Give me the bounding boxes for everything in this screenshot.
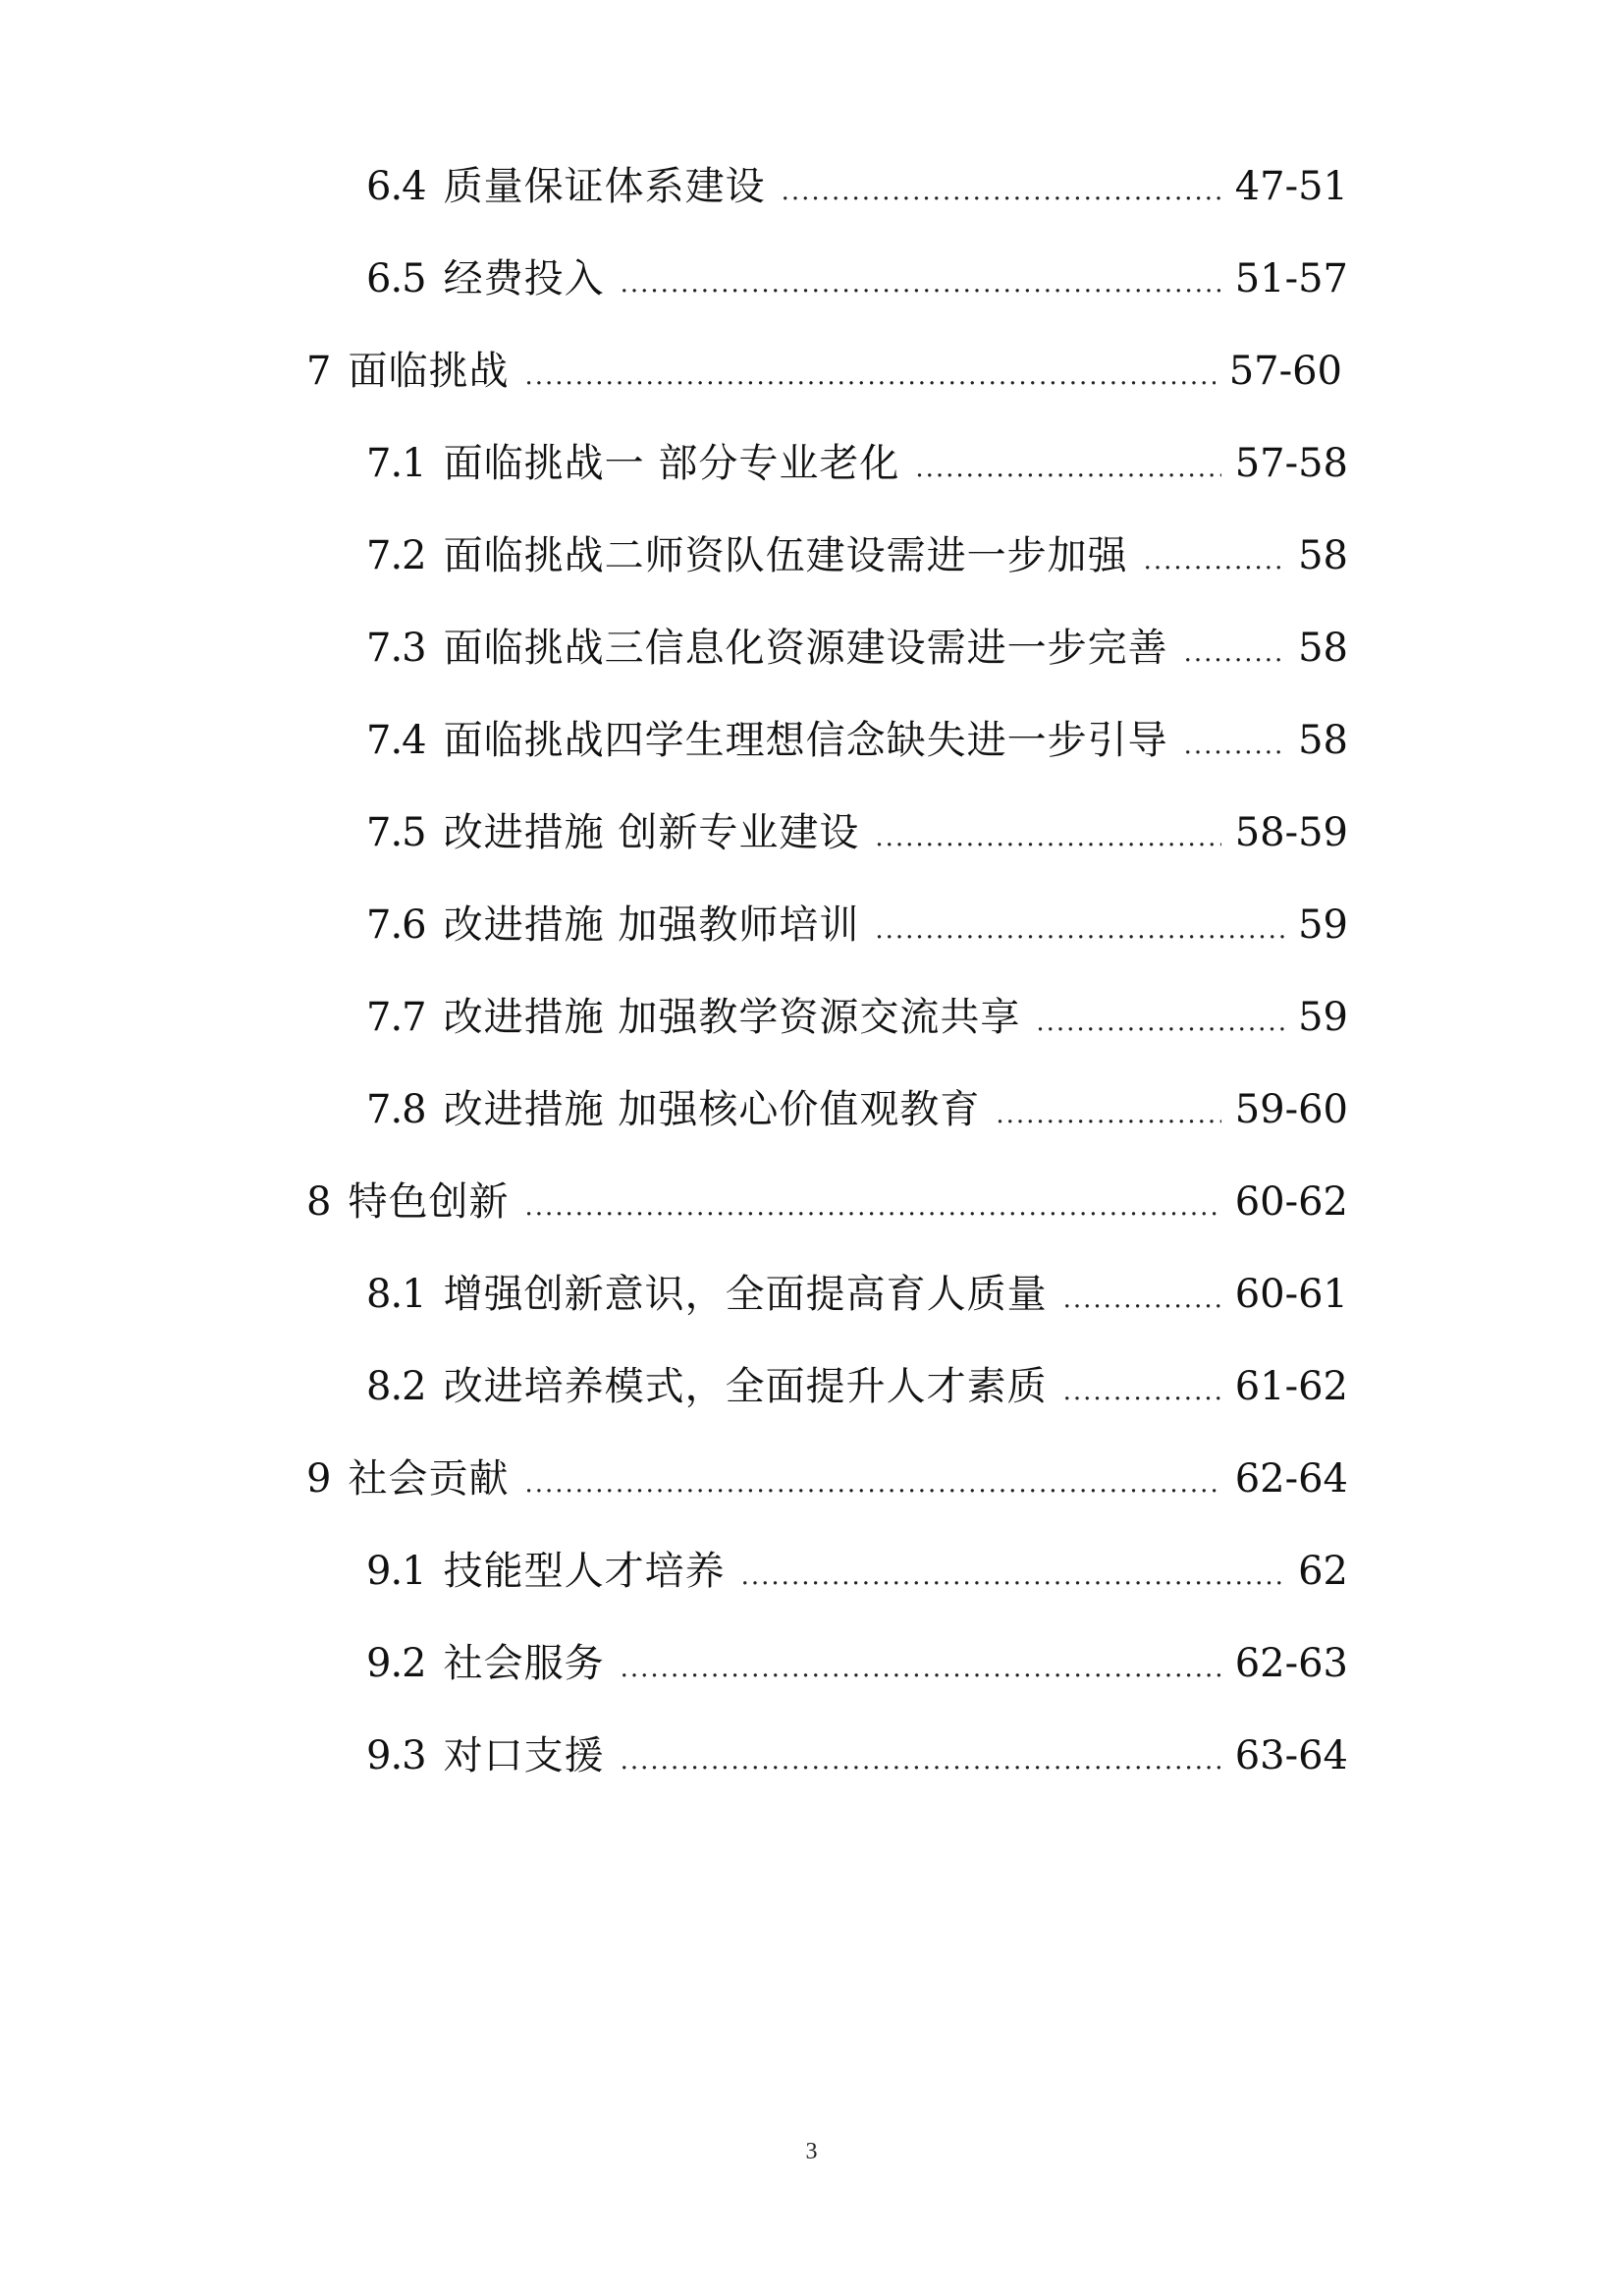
toc-entry-number: 7.8 — [366, 1087, 426, 1132]
toc-entry[interactable] — [366, 526, 1348, 585]
toc-entry-page: 57-60 — [1228, 349, 1342, 394]
toc-entry-title: 改进措施 加强核心价值观教育 — [443, 1087, 981, 1132]
toc-entry-page: 60-62 — [1234, 1179, 1348, 1225]
toc-entry[interactable] — [366, 803, 1348, 862]
toc-dot-leader — [915, 439, 1220, 498]
toc-entry[interactable] — [306, 342, 1342, 401]
toc-entry-number: 9.2 — [366, 1641, 426, 1686]
toc-entry-title: 对口支援 — [443, 1733, 605, 1778]
toc-entry-title: 质量保证体系建设 — [443, 164, 766, 209]
toc-entry-page: 59-60 — [1234, 1087, 1348, 1132]
toc-entry-number: 7.7 — [366, 995, 426, 1040]
toc-entry[interactable] — [366, 434, 1348, 493]
toc-dot-leader — [1063, 1270, 1221, 1329]
toc-entry[interactable] — [366, 1542, 1348, 1601]
toc-entry-title: 面临挑战一 部分专业老化 — [443, 441, 900, 486]
toc-entry-number: 7.5 — [366, 810, 426, 855]
toc-entry-page: 58 — [1298, 533, 1348, 578]
toc-entry[interactable] — [366, 1080, 1348, 1139]
toc-entry[interactable] — [366, 157, 1348, 216]
toc-entry-page: 57-58 — [1234, 441, 1348, 486]
toc-dot-leader — [782, 162, 1221, 221]
toc-entry-number: 7.1 — [366, 441, 426, 486]
toc-entry-page: 63-64 — [1234, 1733, 1348, 1778]
toc-entry-title: 面临挑战 — [348, 349, 510, 394]
toc-entry[interactable] — [366, 619, 1348, 678]
toc-entry-title: 面临挑战二师资队伍建设需进一步加强 — [443, 533, 1128, 578]
toc-entry-title: 改进措施 创新专业建设 — [443, 810, 860, 855]
toc-entry-title: 社会贡献 — [348, 1456, 510, 1502]
toc-entry-title: 增强创新意识，全面提高育人质量 — [443, 1272, 1048, 1317]
toc-entry-number: 6.4 — [366, 164, 426, 209]
toc-entry-title: 面临挑战三信息化资源建设需进一步完善 — [443, 626, 1168, 671]
toc-entry[interactable] — [366, 896, 1348, 955]
toc-entry-number: 9.1 — [366, 1549, 426, 1594]
toc-entry-number: 7 — [306, 349, 331, 394]
toc-entry-title: 改进培养模式，全面提升人才素质 — [443, 1364, 1048, 1409]
toc-dot-leader — [875, 808, 1220, 867]
toc-entry-number: 7.2 — [366, 533, 426, 578]
toc-entry-number: 7.6 — [366, 902, 426, 948]
toc-entry-title: 改进措施 加强教学资源交流共享 — [443, 995, 1021, 1040]
toc-entry-page: 51-57 — [1234, 256, 1348, 301]
toc-entry-number: 7.4 — [366, 718, 426, 763]
toc-entry-page: 62-64 — [1234, 1456, 1348, 1502]
toc-entry[interactable] — [366, 1634, 1348, 1693]
toc-entry-number: 9 — [306, 1456, 331, 1502]
toc-entry-number: 9.3 — [366, 1733, 426, 1778]
toc-entry-title: 社会服务 — [443, 1641, 605, 1686]
toc-dot-leader — [621, 1731, 1221, 1790]
toc-entry-page: 59 — [1298, 902, 1348, 948]
toc-dot-leader — [1184, 624, 1284, 683]
toc-dot-leader — [996, 1085, 1220, 1144]
toc-dot-leader — [524, 1177, 1220, 1236]
toc-entry-number: 8 — [306, 1179, 331, 1225]
toc-entry-page: 58-59 — [1234, 810, 1348, 855]
toc-entry[interactable] — [366, 1357, 1348, 1416]
toc-entry-number: 6.5 — [366, 256, 426, 301]
page-number: 3 — [805, 2139, 818, 2164]
toc-entry-title: 技能型人才培养 — [443, 1549, 726, 1594]
toc-dot-leader — [1144, 531, 1284, 590]
toc-entry-page: 47-51 — [1234, 164, 1348, 209]
toc-entry[interactable] — [366, 988, 1348, 1047]
toc-dot-leader — [1036, 993, 1284, 1052]
toc-dot-leader — [524, 347, 1215, 406]
toc-entry[interactable] — [366, 1265, 1348, 1324]
toc-entry-title: 改进措施 加强教师培训 — [443, 902, 860, 948]
toc-entry-number: 8.1 — [366, 1272, 426, 1317]
toc-entry[interactable] — [306, 1173, 1348, 1231]
toc-entry-page: 58 — [1298, 718, 1348, 763]
toc-entry-page: 58 — [1298, 626, 1348, 671]
toc-entry-title: 面临挑战四学生理想信念缺失进一步引导 — [443, 718, 1168, 763]
toc-dot-leader — [621, 1639, 1221, 1698]
toc-entry[interactable] — [366, 1726, 1348, 1785]
toc-entry-page: 62 — [1298, 1549, 1348, 1594]
toc-entry-title: 特色创新 — [348, 1179, 510, 1225]
toc-dot-leader — [875, 901, 1284, 959]
toc-entry[interactable] — [366, 711, 1348, 770]
toc-dot-leader — [524, 1454, 1220, 1513]
toc-entry[interactable] — [366, 249, 1348, 308]
toc-entry[interactable] — [306, 1449, 1348, 1508]
toc-dot-leader — [621, 254, 1221, 313]
toc-entry-number: 8.2 — [366, 1364, 426, 1409]
toc-dot-leader — [741, 1547, 1284, 1606]
toc-entry-number: 7.3 — [366, 626, 426, 671]
toc-entry-title: 经费投入 — [443, 256, 605, 301]
toc-entry-page: 61-62 — [1234, 1364, 1348, 1409]
toc-dot-leader — [1184, 716, 1284, 775]
toc-entry-page: 60-61 — [1234, 1272, 1348, 1317]
toc-entry-page: 59 — [1298, 995, 1348, 1040]
toc-dot-leader — [1063, 1362, 1221, 1421]
toc-entry-page: 62-63 — [1234, 1641, 1348, 1686]
